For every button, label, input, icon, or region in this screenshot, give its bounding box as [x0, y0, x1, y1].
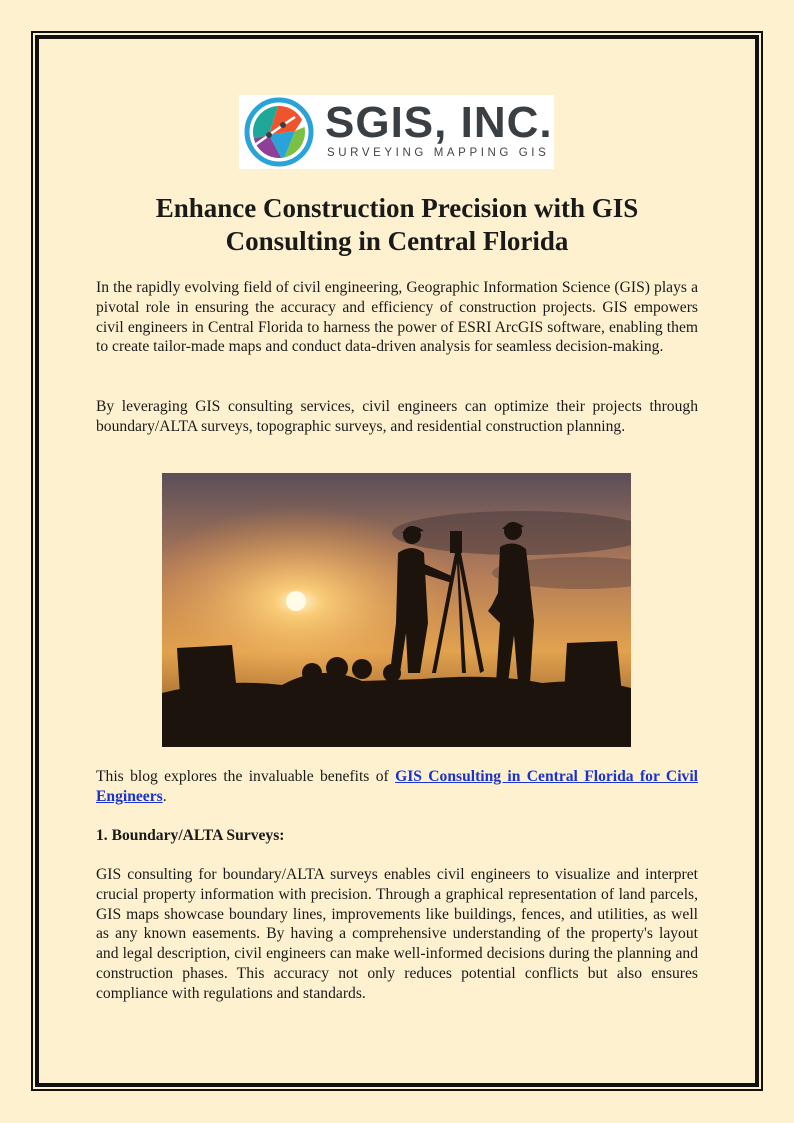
- surveyors-silhouette-photo: [162, 473, 631, 747]
- company-logo: [239, 95, 554, 169]
- blog-intro-end: .: [162, 787, 167, 805]
- blog-intro-text: This blog explores the invaluable benefits of: [96, 768, 396, 785]
- logo-company-name: SGIS, INC.: [325, 98, 553, 147]
- gis-consulting-link[interactable]: GIS Consulting in Central Florida for Civil Engineers: [96, 768, 698, 805]
- page-title: Enhance Construction Precision with GIS Consulting in Central Florida: [155, 193, 639, 256]
- boundary-paragraph: GIS consulting for boundary/ALTA surveys enables civil engineers to visualize and interpret crucial property information with precision. Through a graphical representation of land parcels, GIS maps showcase boundary lines, improvements like buildings, fences, and utilities, as well as any known easements. By having a comprehensive understanding of the property's layout and legal description, civil engineers can make well-informed decisions during the planning and construction phases. This accuracy not only reduces potential conflicts but also ensures compliance with regulations and standards.: [96, 866, 698, 1002]
- blog-intro-paragraph: [96, 767, 698, 807]
- services-paragraph: By leveraging GIS consulting services, civil engineers can optimize their projects through boundary/ALTA surveys, topographic surveys, and residential construction planning.: [96, 398, 698, 435]
- section-heading-boundary: 1. Boundary/ALTA Surveys:: [96, 827, 285, 844]
- intro-paragraph: In the rapidly evolving field of civil engineering, Geographic Information Science (GIS) plays a pivotal role in ensuring the accuracy and efficiency of construction projects. GIS empowers civil engineers in Central Florida to harness the power of ESRI ArcGIS software, enabling them to create tailor-made maps and conduct data-driven analysis for seamless decision-making.: [96, 279, 698, 356]
- logo-tagline: SURVEYING MAPPING GIS: [327, 147, 550, 159]
- logo-globe-icon: [239, 95, 319, 169]
